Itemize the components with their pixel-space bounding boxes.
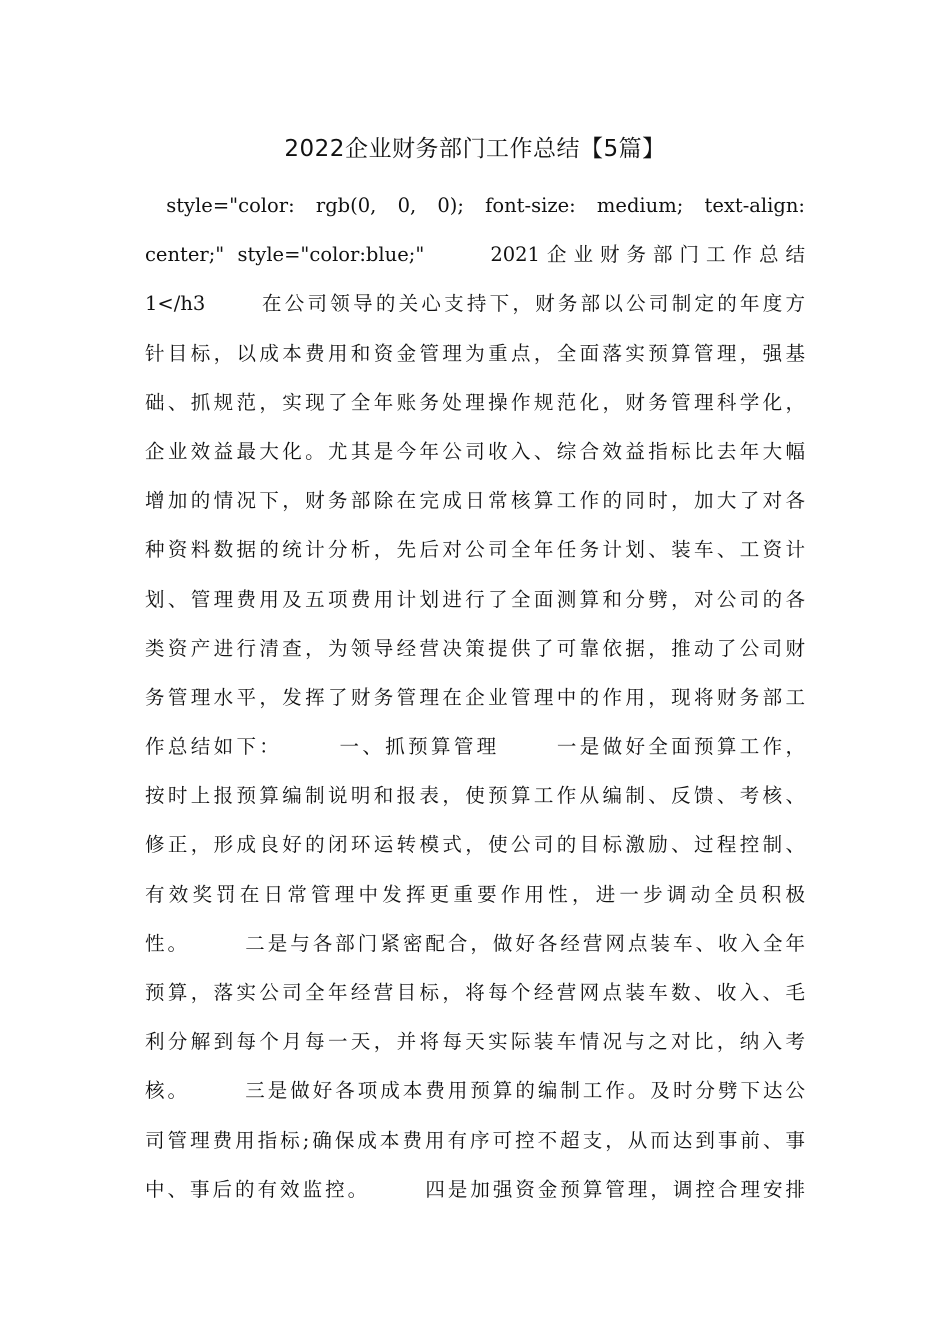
body-line: 司管理费用指标;确保成本费用有序可控不超支，从而达到事前、事: [145, 1128, 805, 1152]
body-line: 企业效益最大化。尤其是今年公司收入、综合效益指标比去年大幅: [145, 439, 805, 463]
body-line: 性。 二是与各部门紧密配合，做好各经营网点装车、收入全年: [145, 931, 805, 955]
body-line: 修正，形成良好的闭环运转模式，使公司的目标激励、过程控制、: [145, 833, 805, 857]
body-line: style="color: rgb(0, 0, 0); font-size: medium; text-align:: [145, 194, 805, 217]
body-line: 有效奖罚在日常管理中发挥更重要作用性，进一步调动全员积极: [145, 882, 805, 906]
body-line: 种资料数据的统计分析，先后对公司全年任务计划、装车、工资计: [145, 538, 805, 562]
body-line: 作总结如下： 一、抓预算管理 一是做好全面预算工作，: [145, 735, 805, 759]
body-line: 核。 三是做好各项成本费用预算的编制工作。及时分劈下达公: [145, 1079, 805, 1103]
body-line: 础、抓规范，实现了全年账务处理操作规范化，财务管理科学化，: [145, 390, 805, 414]
body-line: 中、事后的有效监控。 四是加强资金预算管理，调控合理安排: [145, 1177, 805, 1201]
body-line: 类资产进行清查，为领导经营决策提供了可靠依据，推动了公司财: [145, 636, 805, 660]
body-line: 利分解到每个月每一天，并将每天实际装车情况与之对比，纳入考: [145, 1030, 805, 1054]
document-title: 2022企业财务部门工作总结【5篇】: [284, 136, 666, 162]
body-line: 1</h3 在公司领导的关心支持下，财务部以公司制定的年度方: [145, 292, 805, 316]
body-line: 预算，落实公司全年经营目标，将每个经营网点装车数、收入、毛: [145, 981, 805, 1004]
body-line: 按时上报预算编制说明和报表，使预算工作从编制、反馈、考核、: [145, 784, 805, 808]
document-body: [145, 181, 805, 1214]
body-line: 增加的情况下，财务部除在完成日常核算工作的同时，加大了对各: [145, 489, 805, 513]
body-line: center;" style="color:blue;" 2021企业财务部门工作总结: [145, 243, 805, 267]
body-line: 针目标，以成本费用和资金管理为重点，全面落实预算管理，强基: [145, 341, 805, 365]
body-line: 划、管理费用及五项费用计划进行了全面测算和分劈，对公司的各: [145, 587, 805, 611]
body-line: 务管理水平，发挥了财务管理在企业管理中的作用，现将财务部工: [145, 685, 805, 709]
